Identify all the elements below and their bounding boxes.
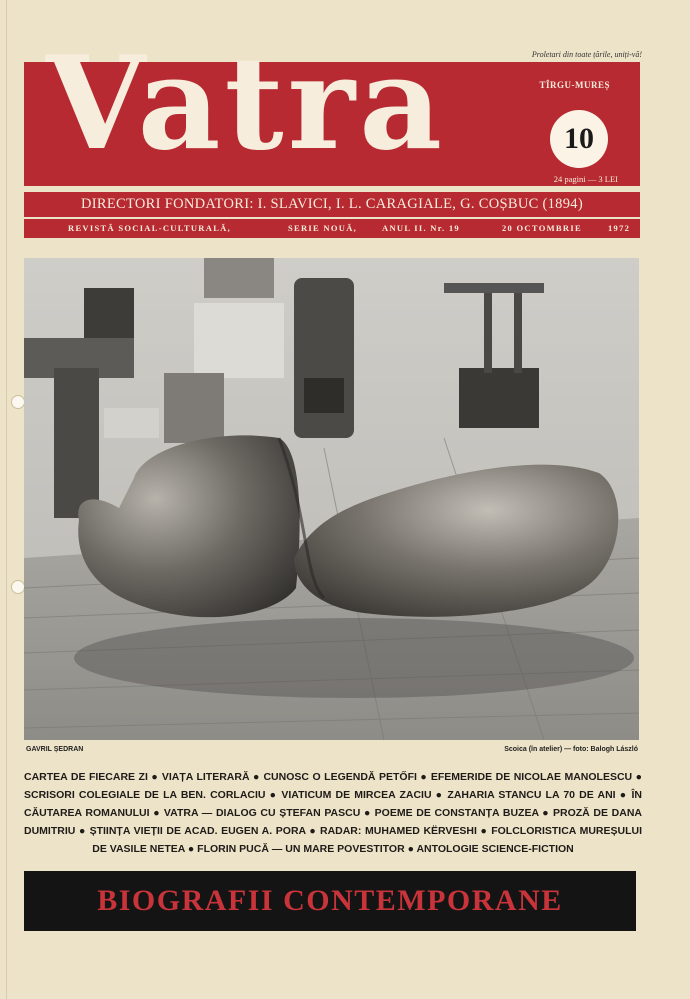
shelf-objects bbox=[204, 258, 274, 298]
subtitle: REVISTĂ SOCIAL-CULTURALĂ, bbox=[68, 223, 232, 233]
founding-directors: DIRECTORI FONDATORI: I. SLAVICI, I. L. CARAGIALE, G. COȘBUC (1894) bbox=[24, 192, 640, 217]
contents-line: DUMITRIU ● ȘTIINȚA VIEȚII DE ACAD. EUGEN A. PORA ● RADAR: MUHAMED KËRVESHI ● FOLCLORISTICA MUREȘULUI bbox=[24, 825, 642, 837]
cover-photo bbox=[24, 258, 639, 740]
series-label: SERIE NOUĂ, bbox=[288, 223, 358, 233]
pages-price: 24 pagini — 3 LEI bbox=[553, 174, 618, 184]
vise bbox=[84, 288, 134, 338]
issue-number-badge: 10 bbox=[550, 110, 608, 168]
issue-info-bar bbox=[24, 219, 640, 238]
wood-block bbox=[104, 408, 159, 438]
punch-hole bbox=[11, 395, 25, 409]
magazine-logo: Vatra bbox=[46, 29, 446, 179]
motto: Proletari din toate țările, uniți-vă! bbox=[531, 50, 642, 59]
contents-line: DE VASILE NETEA ● FLORIN PUCĂ — UN MARE POVESTITOR ● ANTOLOGIE SCIENCE-FICTION bbox=[92, 843, 574, 855]
table-of-contents bbox=[24, 768, 642, 858]
contents-line: CĂUTAREA ROMANULUI ● VATRA — DIALOG CU ȘTEFAN PASCU ● POEME DE CONSTANȚA BUZEA ● PROZĂ DE DANA bbox=[24, 807, 642, 819]
stove bbox=[294, 278, 354, 438]
photo-credit: Scoica (în atelier) — foto: Balogh László bbox=[504, 746, 638, 753]
page-edge bbox=[6, 0, 7, 999]
contents-line: CARTEA DE FIECARE ZI ● VIAȚA LITERARĂ ● CUNOSC O LEGENDĂ PETŐFI ● EFEMERIDE DE NICOLAE MANOLESCU ● bbox=[24, 771, 642, 783]
banner-title: BIOGRAFII CONTEMPORANE bbox=[97, 884, 563, 917]
contents-line: SCRISORI COLEGIALE DE LA BEN. CORLACIU ● VIATICUM DE MIRCEA ZACIU ● ZAHARIA STANCU LA 70 DE ANI ● ÎN bbox=[24, 789, 642, 801]
wooden-box bbox=[164, 373, 224, 443]
sculpture-shadow bbox=[74, 618, 634, 698]
year-number: ANUL II. Nr. 19 bbox=[382, 223, 460, 233]
issue-year: 1972 bbox=[608, 223, 631, 233]
work-table bbox=[444, 283, 544, 293]
photo-author: GAVRIL ȘEDRAN bbox=[26, 746, 84, 753]
issue-date: 20 OCTOMBRIE bbox=[502, 223, 582, 233]
city-label: TÎRGU-MUREȘ bbox=[539, 80, 610, 90]
window-ledge bbox=[194, 303, 284, 378]
punch-hole bbox=[11, 580, 25, 594]
section-banner bbox=[24, 871, 636, 931]
